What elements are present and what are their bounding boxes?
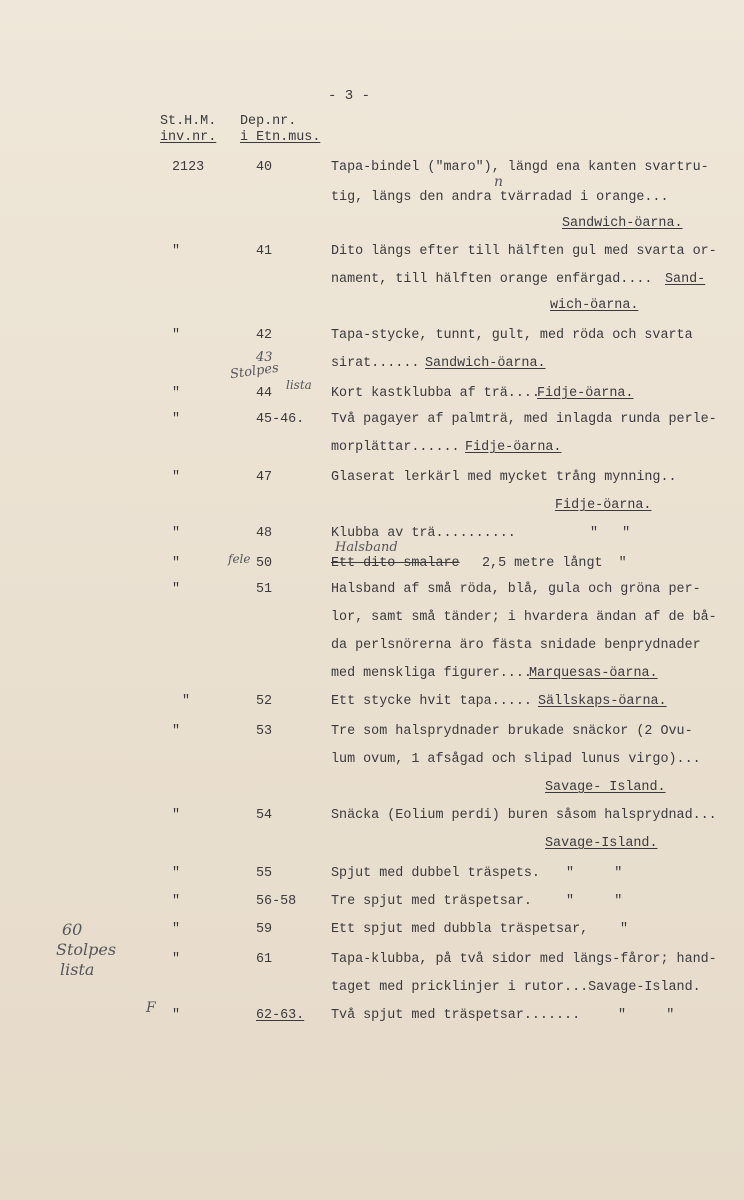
row-location: Sandwich-öarna. xyxy=(562,216,683,231)
row-dep: 44 xyxy=(256,386,273,401)
row-ditto: " " xyxy=(618,1008,675,1023)
row-text: nament, till hälften orange enfärgad.... xyxy=(331,272,653,287)
row-inv: " xyxy=(172,724,181,739)
margin-note: F xyxy=(146,1000,156,1016)
row-text: Snäcka (Eolium perdi) buren såsom halsprydnad... xyxy=(331,808,717,823)
row-dep: 56-58 xyxy=(256,894,297,909)
row-ditto: " " xyxy=(566,894,623,909)
row-location: Marquesas-öarna. xyxy=(529,666,658,681)
margin-note: Stolpes xyxy=(56,940,117,959)
row-inv: " xyxy=(172,922,181,937)
row-inv: " xyxy=(182,694,191,709)
row-text-struck: Ett dito smalare xyxy=(331,556,460,571)
row-text: Ett stycke hvit tapa..... xyxy=(331,694,532,709)
row-inv: " xyxy=(172,470,181,485)
row-dep: 51 xyxy=(256,582,273,597)
row-inv: " xyxy=(172,866,181,881)
row-text: Tapa-stycke, tunnt, gult, med röda och svarta xyxy=(331,328,693,343)
row-inv: " xyxy=(172,952,181,967)
row-text: Tapa-bindel ("maro"), längd ena kanten svartru- xyxy=(331,160,709,175)
row-ditto: " xyxy=(620,922,629,937)
header-dep-line1: Dep.nr. xyxy=(240,114,297,129)
row-inv: " xyxy=(172,244,181,259)
row-dep: 41 xyxy=(256,244,273,259)
handwritten-correction: n xyxy=(494,174,504,190)
row-location: Savage- Island. xyxy=(545,780,666,795)
row-text: da perlsnörerna äro fästa snidade benprydnader xyxy=(331,638,701,653)
row-inv: 2123 xyxy=(172,160,205,175)
header-inv-line2: inv.nr. xyxy=(160,130,217,145)
row-text: sirat...... xyxy=(331,356,420,371)
row-location: Savage-Island. xyxy=(545,836,658,851)
row-text: Glaserat lerkärl med mycket trång mynning.. xyxy=(331,470,677,485)
row-dep: 40 xyxy=(256,160,273,175)
handwritten-note: fele xyxy=(228,552,251,566)
row-location: Fidje-öarna. xyxy=(537,386,634,401)
header-inv-line1: St.H.M. xyxy=(160,114,217,129)
row-location: wich-öarna. xyxy=(550,298,639,313)
row-inv: " xyxy=(172,328,181,343)
row-text: Tre spjut med träspetsar. xyxy=(331,894,532,909)
margin-note: 60 xyxy=(62,920,83,939)
row-location: Sällskaps-öarna. xyxy=(538,694,667,709)
row-text: Två spjut med träspetsar....... xyxy=(331,1008,581,1023)
row-inv: " xyxy=(172,808,181,823)
row-text: Ett spjut med dubbla träspetsar, xyxy=(331,922,589,937)
row-dep: 47 xyxy=(256,470,273,485)
row-location: Sandwich-öarna. xyxy=(425,356,546,371)
row-text: Tapa-klubba, på två sidor med längs-fåror; hand- xyxy=(331,952,717,967)
row-text: Klubba av trä.......... xyxy=(331,526,516,541)
row-ditto: " " xyxy=(590,526,631,541)
row-text: morplättar...... xyxy=(331,440,460,455)
row-text: lum ovum, 1 afsågad och slipad lunus virgo)... xyxy=(331,752,701,767)
row-dep: 52 xyxy=(256,694,273,709)
header-dep-line2: i Etn.mus. xyxy=(240,130,321,145)
row-location: Fidje-öarna. xyxy=(465,440,562,455)
row-inv: " xyxy=(172,582,181,597)
row-text: lor, samt små tänder; i hvardera ändan af de bå- xyxy=(331,610,717,625)
row-text: tig, längs den andra tvärradad i orange... xyxy=(331,190,669,205)
row-text: med menskliga figurer.... xyxy=(331,666,532,681)
margin-note: lista xyxy=(60,960,95,979)
row-dep: 61 xyxy=(256,952,273,967)
row-dep: 62-63. xyxy=(256,1008,305,1023)
row-text: Två pagayer af palmträ, med inlagda runda perle- xyxy=(331,412,717,427)
row-inv: " xyxy=(172,1008,181,1023)
handwritten-note: lista xyxy=(286,378,312,392)
row-text: 2,5 metre långt " xyxy=(482,556,627,571)
row-inv: " xyxy=(172,412,181,427)
row-text: Dito längs efter till hälften gul med svarta or- xyxy=(331,244,717,259)
row-dep: 53 xyxy=(256,724,273,739)
page-number: - 3 - xyxy=(328,88,371,104)
row-dep: 45-46. xyxy=(256,412,305,427)
row-inv: " xyxy=(172,894,181,909)
row-text: Tre som halsprydnader brukade snäckor (2 Ovu- xyxy=(331,724,693,739)
row-text: taget med pricklinjer i rutor...Savage-Island. xyxy=(331,980,701,995)
row-dep: 50 xyxy=(256,556,273,571)
handwritten-note: 43 xyxy=(256,350,273,365)
row-dep: 54 xyxy=(256,808,273,823)
row-inv: " xyxy=(172,526,181,541)
row-ditto: " " xyxy=(566,866,623,881)
row-dep: 48 xyxy=(256,526,273,541)
row-inv: " xyxy=(172,556,181,571)
handwritten-insertion: Halsband xyxy=(335,540,398,555)
row-dep: 42 xyxy=(256,328,273,343)
row-dep: 59 xyxy=(256,922,273,937)
row-inv: " xyxy=(172,386,181,401)
row-location: Sand- xyxy=(665,272,706,287)
row-location: Fidje-öarna. xyxy=(555,498,652,513)
handwritten-note: Stolpes xyxy=(229,360,280,383)
row-text: Kort kastklubba af trä.... xyxy=(331,386,540,401)
row-text: Spjut med dubbel träspets. xyxy=(331,866,540,881)
row-dep: 55 xyxy=(256,866,273,881)
row-text: Halsband af små röda, blå, gula och gröna per- xyxy=(331,582,701,597)
